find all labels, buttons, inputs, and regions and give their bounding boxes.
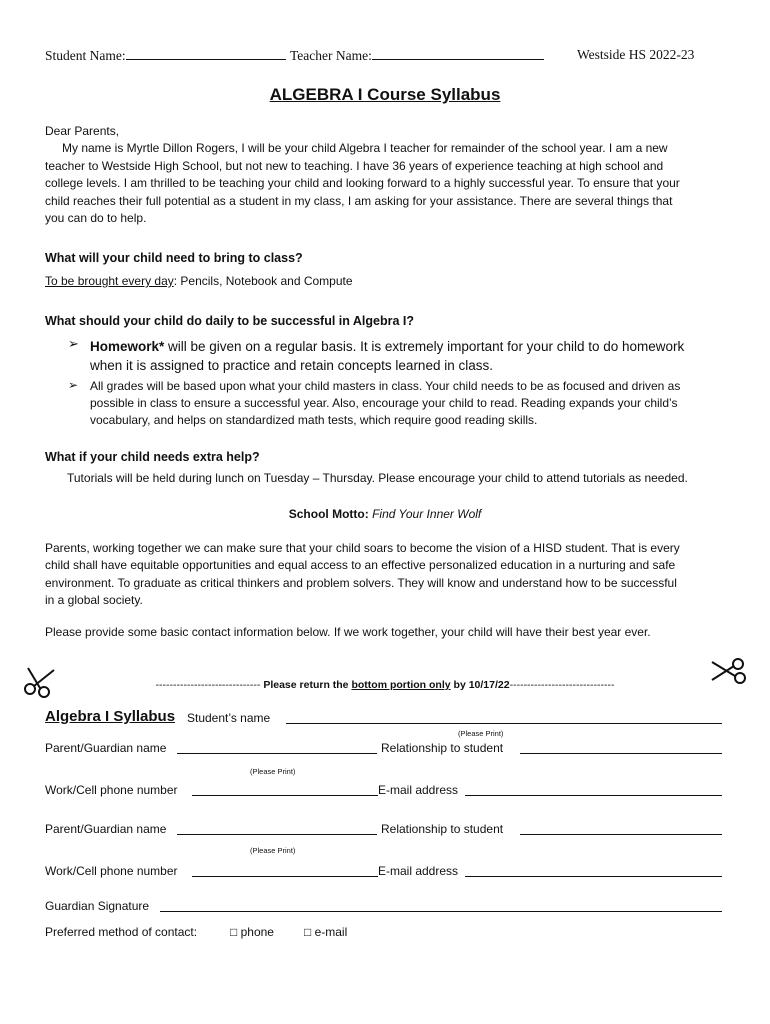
cut-line	[0, 679, 770, 691]
teacher-name-field[interactable]	[290, 47, 544, 64]
please-print-note: (Please Print)	[458, 729, 504, 738]
cut-text-c: by 10/17/22	[450, 679, 510, 691]
closing-line-1: Parents, working together we can make sure that your child soars to become the vision of a HISD student. That is every	[45, 541, 680, 555]
teacher-name-label: Teacher Name:	[290, 48, 372, 63]
phone-line[interactable]	[192, 864, 378, 877]
email-label: E-mail address	[378, 864, 459, 878]
closing-line-2: child shall have equitable opportunities and equal access to an effective personalized education in a nurturing and safe	[45, 558, 676, 572]
please-print-note: (Please Print)	[250, 767, 296, 776]
form-title: Algebra I Syllabus	[45, 708, 176, 725]
grades-line-3: vocabulary, and helps on standardized math tests, which require good reading skills.	[90, 413, 538, 427]
grades-line-2: possible in class to ensure a successful year. Also, encourage your child to read. Reading expands your child’s	[90, 396, 678, 410]
daily-heading: What should your child do daily to be successful in Algebra I?	[45, 314, 415, 328]
parent-name-label: Parent/Guardian name	[45, 741, 167, 755]
relationship-line[interactable]	[520, 741, 722, 754]
signature-line[interactable]	[160, 899, 722, 912]
contact-method-label: Preferred method of contact:	[45, 925, 198, 939]
contact-option-phone[interactable]	[230, 925, 274, 939]
school-year: Westside HS 2022-23	[577, 47, 695, 62]
letter-line-2: teacher to Westside High School, but not new to teaching. I have 36 years of experience teaching at high school and	[45, 159, 664, 173]
cut-text-b: bottom portion only	[351, 679, 451, 691]
homework-text: will be given on a regular basis. It is extremely important for your child to do homework	[164, 339, 685, 354]
motto-value: Find Your Inner Wolf	[372, 507, 482, 521]
homework-line-2: when it is assigned to practice and retain concepts learned in class.	[90, 358, 493, 373]
help-text: Tutorials will be held during lunch on Tuesday – Thursday. Please encourage your child to attend tutorials as needed.	[67, 471, 688, 485]
teacher-name-line[interactable]	[372, 47, 544, 60]
cut-dashes-right: ------------------------------	[509, 679, 615, 691]
relationship-label: Relationship to student	[381, 822, 504, 836]
parent-name-label: Parent/Guardian name	[45, 822, 167, 836]
parent-name-line[interactable]	[177, 822, 377, 835]
relationship-label: Relationship to student	[381, 741, 504, 755]
letter-line-3: college levels. I am thrilled to be teaching your child and looking forward to a highly successful year. To ensure that your	[45, 176, 680, 190]
email-label: E-mail address	[378, 783, 459, 797]
phone-label: Work/Cell phone number	[45, 864, 178, 878]
letter-line-4: child reaches their full potential as a student in my class, I am asking for your assistance. There are several things that	[45, 194, 673, 208]
bring-items: : Pencils, Notebook and Compute	[173, 274, 353, 288]
letter-line-5: you can do to help.	[45, 211, 147, 225]
please-print-note: (Please Print)	[250, 846, 296, 855]
school-motto	[0, 506, 770, 524]
cut-dashes-left: ------------------------------	[155, 679, 261, 691]
page-title: ALGEBRA I Course Syllabus	[269, 85, 501, 104]
closing-line-3: environment. To graduate as critical thinkers and problem solvers. They will know and understand how to be successful	[45, 576, 677, 590]
relationship-line[interactable]	[520, 822, 722, 835]
form-student-name-field[interactable]	[187, 711, 270, 725]
homework-label: Homework*	[90, 339, 165, 354]
contact-option-email[interactable]	[304, 925, 347, 939]
student-name-label: Student Name:	[45, 48, 126, 63]
bring-line	[45, 273, 353, 291]
grades-line-1: All grades will be based upon what your child masters in class. Your child needs to be as focused and driven as	[90, 379, 681, 393]
bring-heading: What will your child need to bring to class?	[45, 251, 303, 265]
motto-label: School Motto:	[288, 507, 369, 521]
phone-line[interactable]	[192, 783, 378, 796]
letter-line-1: My name is Myrtle Dillon Rogers, I will be your child Algebra I teacher for remainder of the school year. I am a new	[62, 141, 668, 155]
arrow-bullet-icon: ➢	[68, 337, 79, 352]
student-name-field[interactable]	[45, 47, 286, 64]
salutation: Dear Parents,	[45, 124, 120, 138]
email-line[interactable]	[465, 783, 722, 796]
form-student-name-label: Student’s name	[187, 711, 271, 725]
option-phone-label: phone	[240, 925, 274, 939]
homework-line-1	[90, 337, 684, 356]
contact-request: Please provide some basic contact information below. If we work together, your child will have their best year ever.	[45, 625, 651, 639]
student-name-line[interactable]	[126, 47, 286, 60]
bring-label: To be brought every day	[45, 274, 174, 288]
form-student-name-line[interactable]	[286, 711, 722, 724]
checkbox-icon[interactable]: □	[230, 925, 238, 939]
signature-label: Guardian Signature	[45, 899, 150, 913]
option-email-label: e-mail	[314, 925, 348, 939]
parent-name-line[interactable]	[177, 741, 377, 754]
arrow-bullet-icon: ➢	[68, 378, 79, 392]
email-line[interactable]	[465, 864, 722, 877]
cut-text-a: Please return the	[260, 679, 352, 691]
phone-label: Work/Cell phone number	[45, 783, 178, 797]
closing-line-4: in a global society.	[45, 593, 143, 607]
checkbox-icon[interactable]: □	[304, 925, 312, 939]
help-heading: What if your child needs extra help?	[45, 450, 260, 464]
